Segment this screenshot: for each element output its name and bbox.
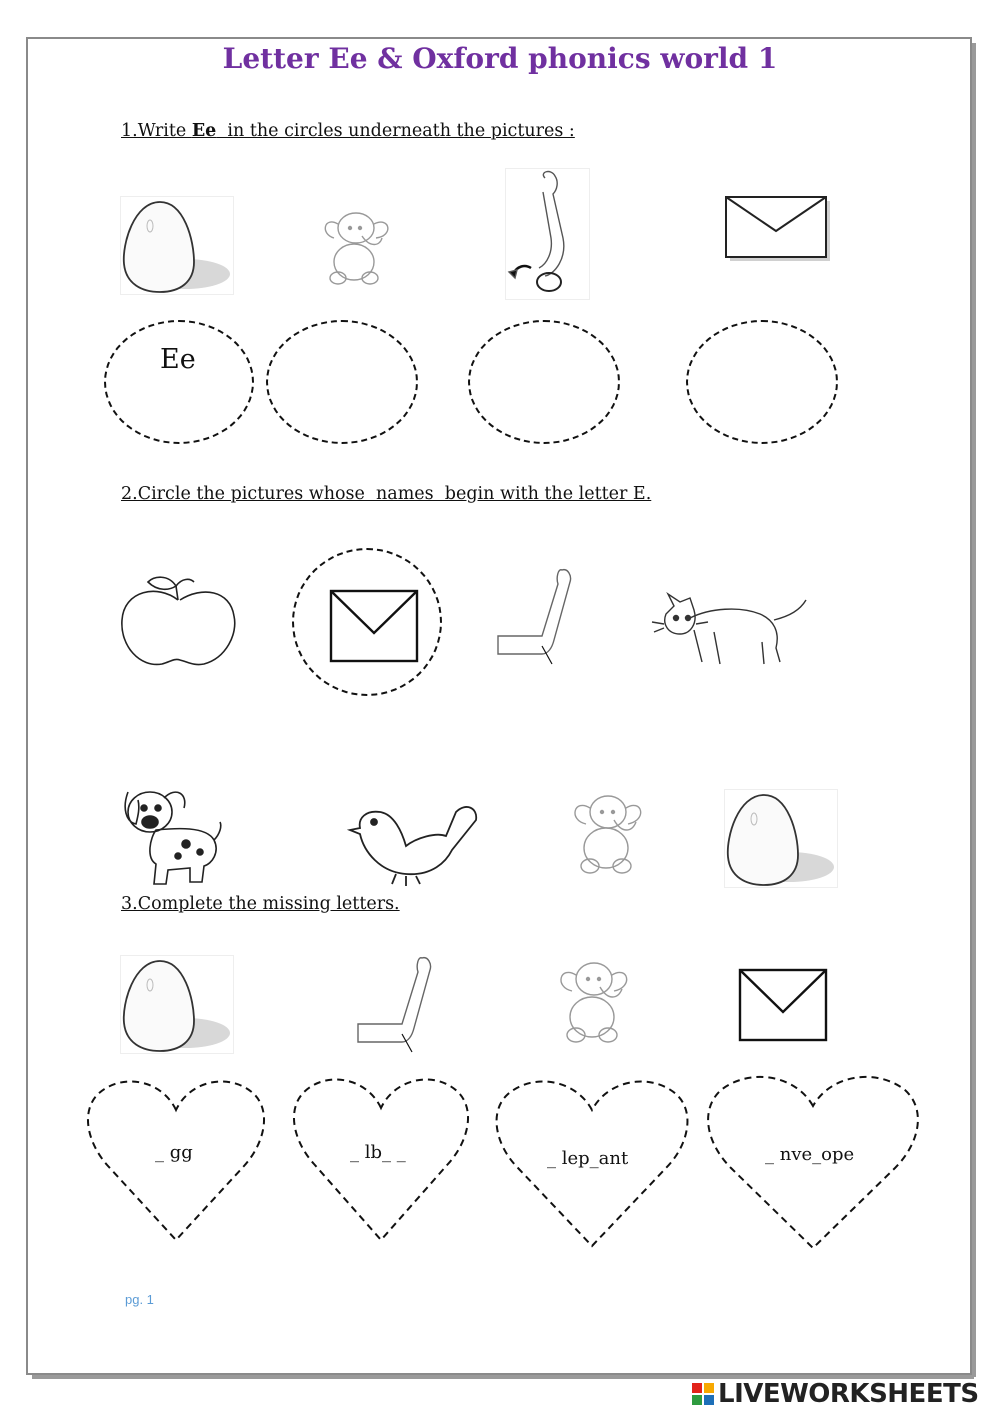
answer-text-1: Ee	[160, 344, 196, 375]
word-1: _ gg	[155, 1142, 193, 1163]
instruction-2: 2.Circle the pictures whose names begin with the letter E.	[121, 484, 652, 504]
bird-icon	[346, 792, 482, 892]
envelope-icon	[329, 589, 419, 663]
cat-icon	[650, 592, 810, 672]
elephant-icon	[318, 208, 400, 288]
dog-icon	[116, 778, 226, 890]
answer-circle-4[interactable]	[686, 320, 838, 444]
envelope-icon	[738, 968, 828, 1042]
elephant-icon	[568, 790, 650, 878]
liveworksheets-logo[interactable]	[692, 1378, 979, 1410]
logo-text: LIVEWORKSHEETS	[718, 1379, 979, 1409]
egg-icon	[120, 196, 235, 296]
egg-icon	[120, 955, 235, 1055]
logo-mark-icon	[692, 1383, 714, 1405]
answer-circle-1[interactable]	[104, 320, 254, 444]
elbow-icon	[352, 954, 438, 1058]
elephant-icon	[554, 955, 636, 1047]
apple-icon	[118, 570, 240, 670]
word-4: _ nve_ope	[765, 1144, 855, 1165]
instruction-1: 1.Write Ee in the circles underneath the pictures :	[121, 121, 575, 141]
page-title: Letter Ee & Oxford phonics world 1	[222, 42, 778, 75]
answer-circle-2[interactable]	[266, 320, 418, 444]
egg-icon	[724, 789, 839, 889]
word-3: _ lep_ant	[547, 1148, 629, 1169]
instruction-3: 3.Complete the missing letters.	[121, 894, 400, 914]
elbow-icon	[492, 566, 578, 670]
envelope-icon	[724, 195, 834, 265]
elbow-icon	[505, 168, 590, 300]
page-number: pg. 1	[125, 1292, 154, 1307]
word-2: _ lb_ _	[350, 1142, 406, 1163]
answer-circle-3[interactable]	[468, 320, 620, 444]
